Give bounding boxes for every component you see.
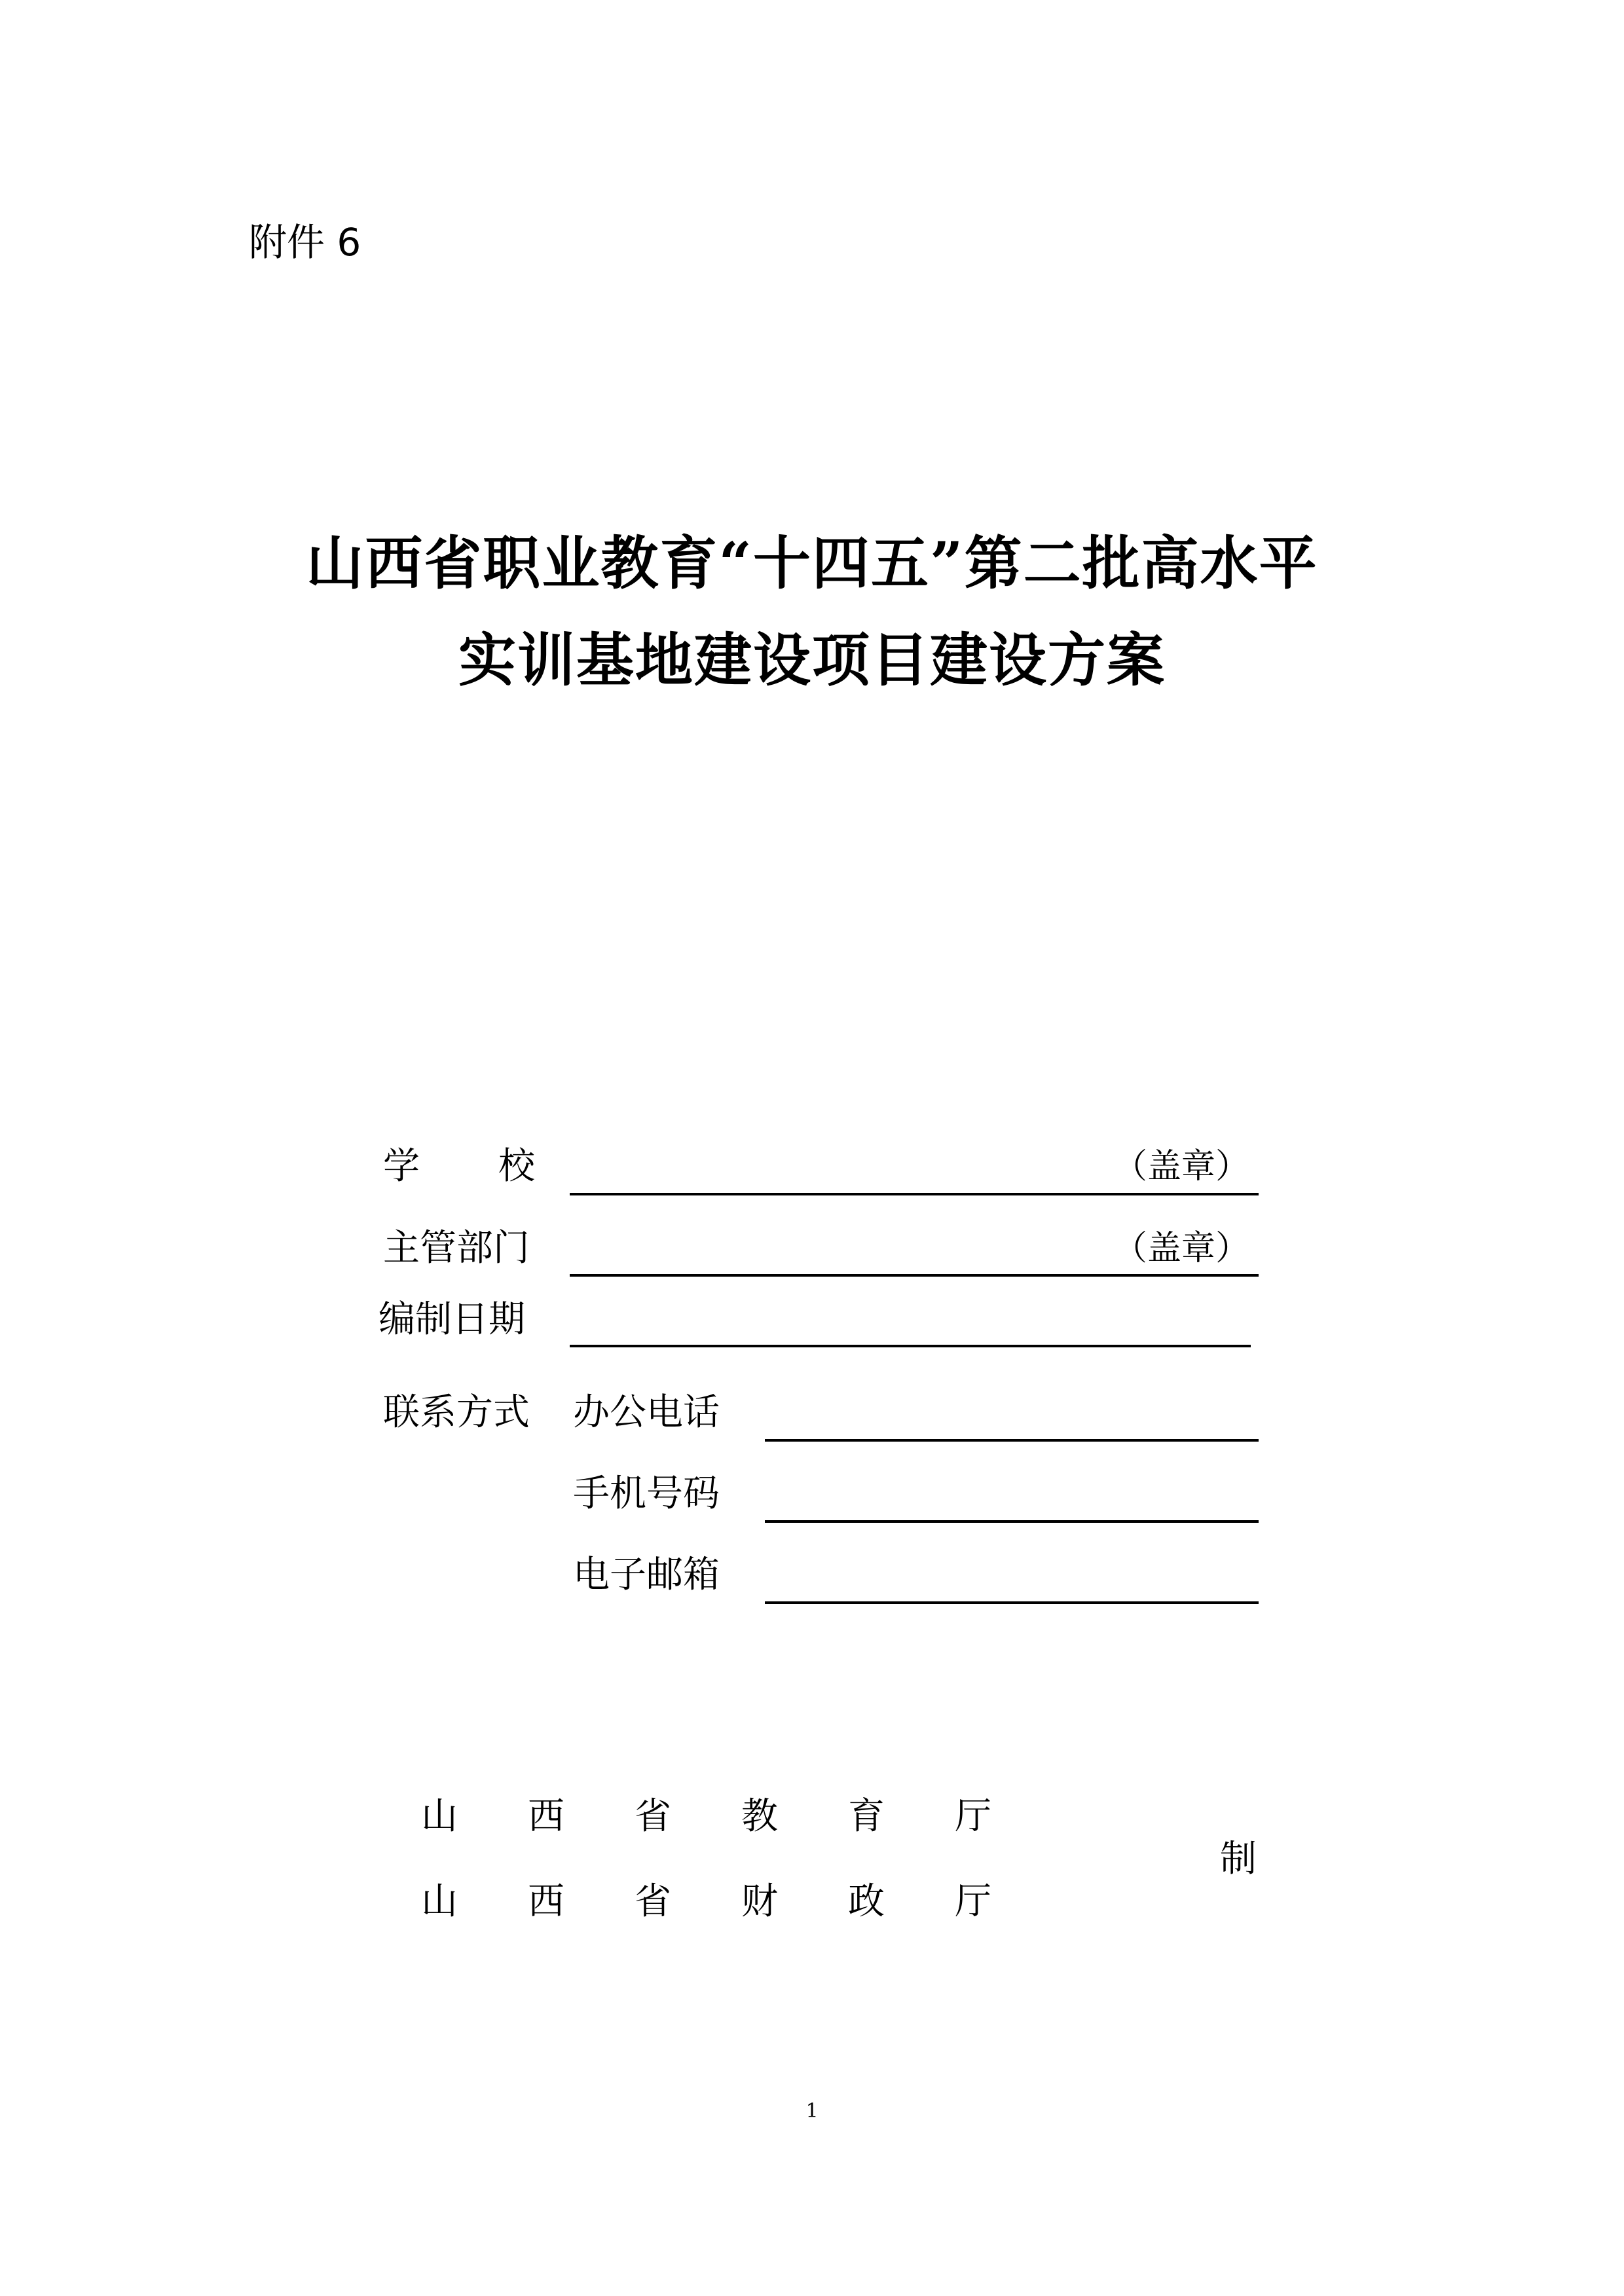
email-field[interactable] — [765, 1601, 1259, 1604]
issuer-1-char: 厅 — [955, 1795, 991, 1838]
issuer-2-char: 山 — [421, 1880, 458, 1923]
school-label-char-1: 学 — [383, 1145, 420, 1188]
issuer-2-char: 省 — [635, 1880, 671, 1923]
office-phone-field[interactable] — [765, 1439, 1259, 1442]
issuer-finance-department — [0, 1876, 1624, 1928]
issuer-1-char: 教 — [741, 1795, 778, 1838]
issuer-2-char: 西 — [528, 1880, 564, 1923]
document-title-line-2: 实训基地建设项目建设方案 — [458, 626, 1166, 694]
contact-label: 联系方式 — [383, 1391, 530, 1434]
mobile-label: 手机号码 — [573, 1472, 720, 1515]
office-phone-label: 办公电话 — [573, 1391, 720, 1434]
issuer-education-department — [0, 1791, 1624, 1843]
department-seal-note: （盖章） — [1113, 1229, 1250, 1268]
issuer-1-char: 西 — [528, 1795, 564, 1838]
issuer-1-char: 山 — [421, 1795, 458, 1838]
issuer-2-char: 财 — [741, 1880, 778, 1923]
issuer-1-char: 育 — [848, 1795, 885, 1838]
school-field[interactable] — [570, 1193, 1259, 1195]
issuer-1-char: 省 — [635, 1795, 671, 1838]
school-label — [383, 1140, 535, 1193]
attachment-label: 附件 6 — [249, 220, 361, 264]
date-field[interactable] — [570, 1345, 1251, 1347]
school-seal-note: （盖章） — [1113, 1147, 1250, 1186]
email-label: 电子邮箱 — [573, 1554, 720, 1596]
page-number: 1 — [805, 2100, 819, 2123]
date-label: 编制日期 — [378, 1298, 525, 1341]
mobile-field[interactable] — [765, 1520, 1259, 1523]
made-by-label: 制 — [1220, 1838, 1257, 1880]
document-title-line-1: 山西省职业教育“十四五”第二批高水平 — [306, 529, 1318, 597]
issuer-2-char: 政 — [848, 1880, 885, 1923]
department-label: 主管部门 — [383, 1227, 530, 1269]
school-label-char-2: 校 — [498, 1145, 535, 1188]
issuer-2-char: 厅 — [955, 1880, 991, 1923]
